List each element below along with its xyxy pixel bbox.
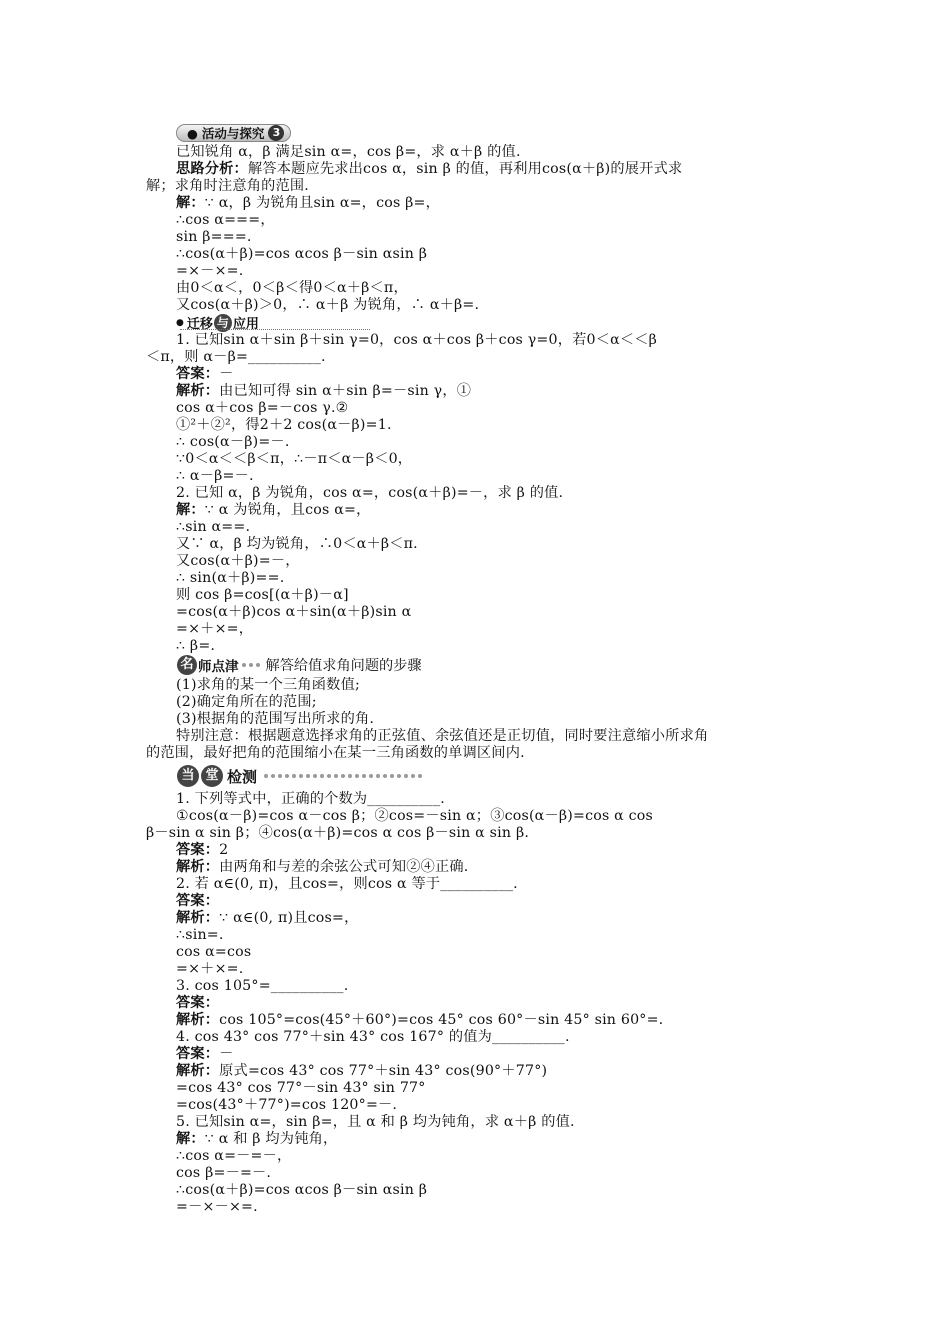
line-text: 又∵ α，β 均为锐角，∴0＜α＋β＜π. bbox=[176, 536, 418, 552]
text-line bbox=[176, 1148, 816, 1165]
section-header-tip bbox=[176, 655, 422, 675]
text-line bbox=[176, 434, 816, 451]
line-text: 由0＜α＜，0＜β＜得0＜α＋β＜π， bbox=[176, 280, 408, 296]
line-text: =×－×=. bbox=[176, 263, 244, 279]
text-line bbox=[176, 366, 816, 383]
text-line bbox=[176, 638, 816, 655]
activity-pill bbox=[176, 124, 291, 142]
text-line bbox=[146, 745, 786, 762]
line-text: sin β===. bbox=[176, 229, 252, 245]
text-line bbox=[176, 1182, 816, 1199]
text-line bbox=[176, 1029, 816, 1046]
line-text: ∴ sin(α＋β)==. bbox=[176, 570, 285, 586]
line-text: ∴cos(α＋β)=cos αcos β－sin αsin β bbox=[176, 246, 428, 262]
line-text: =×＋×=， bbox=[176, 621, 254, 637]
text-line bbox=[176, 1165, 816, 1182]
text-line bbox=[176, 1063, 816, 1080]
text-line bbox=[176, 694, 816, 711]
line-label: 答案： bbox=[176, 1046, 220, 1062]
line-text: 特别注意：根据题意选择求角的正弦值、余弦值还是正切值，同时要注意缩小所求角 bbox=[176, 728, 709, 744]
text-line bbox=[176, 263, 816, 280]
section-header-check bbox=[176, 765, 422, 787]
text-line bbox=[176, 978, 816, 995]
line-text: 2. 已知 α，β 为锐角，cos α=，cos(α＋β)=－，求 β 的值. bbox=[176, 485, 564, 501]
line-text: － bbox=[219, 366, 234, 382]
text-line bbox=[176, 297, 816, 314]
line-text: － bbox=[219, 1046, 234, 1062]
line-text: =×＋×=. bbox=[176, 961, 244, 977]
text-line bbox=[176, 1199, 816, 1216]
text-line bbox=[176, 677, 816, 694]
line-text: =cos(43°＋77°)=cos 120°=－. bbox=[176, 1097, 398, 1113]
divider bbox=[180, 329, 370, 330]
line-text: ∵ α 和 β 均为钝角， bbox=[204, 1131, 338, 1147]
text-line bbox=[176, 995, 816, 1012]
line-label: 解析： bbox=[176, 383, 220, 399]
line-text: 2. 若 α∈(0, π)，且cos=，则cos α 等于__________. bbox=[176, 876, 518, 892]
text-line bbox=[176, 246, 816, 263]
line-text: ∴ cos(α－β)=－. bbox=[176, 434, 290, 450]
line-label: 解析： bbox=[176, 1063, 220, 1079]
line-label: 答案： bbox=[176, 893, 220, 909]
text-line bbox=[176, 519, 816, 536]
line-text: (3)根据角的范围写出所求的角. bbox=[176, 711, 375, 727]
text-line bbox=[146, 349, 786, 366]
text-line bbox=[176, 212, 816, 229]
line-text: ①²＋②²，得2＋2 cos(α－β)=1. bbox=[176, 417, 392, 433]
tip-badge: 名 bbox=[177, 655, 197, 675]
line-text: ∴ α－β=－. bbox=[176, 468, 254, 484]
line-text: =cos 43° cos 77°－sin 43° sin 77° bbox=[176, 1080, 426, 1096]
line-text: ∴sin=. bbox=[176, 927, 224, 943]
line-text: 4. cos 43° cos 77°＋sin 43° cos 167° 的值为__________. bbox=[176, 1029, 570, 1045]
text-line bbox=[176, 859, 816, 876]
line-text: ∵ α∈(0, π)且cos=， bbox=[219, 910, 359, 926]
text-line bbox=[176, 332, 816, 349]
text-line bbox=[176, 927, 816, 944]
line-text: 解答本题应先求出cos α，sin β 的值，再利用cos(α＋β)的展开式求 bbox=[247, 161, 683, 177]
line-text: 的范围，最好把角的范围缩小在某一三角函数的单调区间内. bbox=[146, 745, 525, 761]
line-text: (2)确定角所在的范围; bbox=[176, 694, 317, 710]
transfer-label-mid: 与 bbox=[214, 314, 232, 332]
line-label: 解： bbox=[176, 1131, 205, 1147]
text-line bbox=[176, 144, 816, 161]
tip-title: 解答给值求角问题的步骤 bbox=[265, 658, 422, 674]
line-label: 答案： bbox=[176, 842, 220, 858]
line-text: ①cos(α－β)=cos α－cos β；②cos=－sin α；③cos(α－β)=cos α cos bbox=[176, 808, 654, 824]
section-header-activity bbox=[176, 124, 291, 142]
text-line bbox=[176, 1046, 816, 1063]
activity-number-badge: 3 bbox=[268, 125, 284, 141]
text-line bbox=[176, 502, 816, 519]
activity-label: 活动与探究 bbox=[201, 126, 265, 141]
bullet-icon: ● bbox=[187, 125, 198, 141]
text-line bbox=[176, 944, 816, 961]
line-text: cos β=－=－. bbox=[176, 1165, 272, 1181]
line-text: 3. cos 105°=__________. bbox=[176, 978, 349, 994]
bullet-icon: ● bbox=[176, 317, 184, 328]
text-line bbox=[176, 711, 816, 728]
text-line bbox=[176, 961, 816, 978]
line-text: 又cos(α＋β)＞0，∴ α＋β 为锐角，∴ α＋β=. bbox=[176, 297, 480, 313]
line-text: ∴cos α=－=－， bbox=[176, 1148, 292, 1164]
line-text: 1. 已知sin α＋sin β＋sin γ=0，cos α＋cos β＋cos γ=0，若0＜α＜＜β bbox=[176, 332, 658, 348]
text-line bbox=[176, 587, 816, 604]
line-text: 由已知可得 sin α＋sin β=－sin γ，① bbox=[219, 383, 472, 399]
line-text: cos 105°=cos(45°＋60°)=cos 45° cos 60°－sin 45° sin 60°=. bbox=[219, 1012, 664, 1028]
text-line bbox=[176, 604, 816, 621]
line-text: ∴cos α===， bbox=[176, 212, 275, 228]
line-text: cos α=cos bbox=[176, 944, 252, 960]
line-text: 2 bbox=[219, 842, 229, 858]
transfer-label-b: 应用 bbox=[232, 317, 259, 332]
line-text: β－sin α sin β；④cos(α＋β)=cos α cos β－sin α sin β. bbox=[146, 825, 530, 841]
line-text: ＜π，则 α－β=__________. bbox=[146, 349, 326, 365]
tip-label: 师点津 bbox=[198, 659, 239, 675]
line-text: =－×－×=. bbox=[176, 1199, 258, 1215]
line-text: 解；求角时注意角的范围. bbox=[146, 178, 309, 194]
text-line bbox=[146, 825, 786, 842]
dots-decoration bbox=[239, 663, 260, 667]
line-text: ∴cos(α＋β)=cos αcos β－sin αsin β bbox=[176, 1182, 428, 1198]
text-line bbox=[176, 417, 816, 434]
line-text: ∴ β=. bbox=[176, 638, 216, 654]
dots-decoration bbox=[261, 774, 422, 778]
text-line bbox=[176, 229, 816, 246]
text-line bbox=[146, 178, 786, 195]
text-line bbox=[176, 621, 816, 638]
text-line bbox=[176, 728, 816, 745]
line-label: 解： bbox=[176, 502, 205, 518]
line-label: 答案： bbox=[176, 995, 220, 1011]
line-label: 解析： bbox=[176, 910, 220, 926]
text-line bbox=[176, 400, 816, 417]
line-label: 解析： bbox=[176, 1012, 220, 1028]
text-line bbox=[176, 553, 816, 570]
text-line bbox=[176, 842, 816, 859]
check-badge-a: 当 bbox=[177, 765, 199, 787]
text-line bbox=[176, 161, 816, 178]
text-line bbox=[176, 808, 816, 825]
line-text: ∵0＜α＜＜β＜π，∴－π＜α－β＜0， bbox=[176, 451, 413, 467]
line-text: ∵ α，β 为锐角且sin α=，cos β=， bbox=[204, 195, 441, 211]
line-text: cos α＋cos β=－cos γ.② bbox=[176, 400, 349, 416]
line-text: 已知锐角 α，β 满足sin α=，cos β=，求 α＋β 的值. bbox=[176, 144, 521, 160]
line-label: 解： bbox=[176, 195, 205, 211]
line-text: 5. 已知sin α=，sin β=，且 α 和 β 均为钝角，求 α＋β 的值. bbox=[176, 1114, 575, 1130]
line-text: 由两角和与差的余弦公式可知②④正确. bbox=[219, 859, 469, 875]
text-line bbox=[176, 383, 816, 400]
text-line bbox=[176, 280, 816, 297]
line-text: 又cos(α＋β)=－， bbox=[176, 553, 300, 569]
text-line bbox=[176, 893, 816, 910]
text-line bbox=[176, 570, 816, 587]
check-badge-b: 堂 bbox=[201, 765, 223, 787]
line-text: ∵ α 为锐角，且cos α=， bbox=[204, 502, 371, 518]
line-label: 解析： bbox=[176, 859, 220, 875]
text-line bbox=[176, 485, 816, 502]
line-text: (1)求角的某一个三角函数值; bbox=[176, 677, 360, 693]
line-text: =cos(α＋β)cos α＋sin(α＋β)sin α bbox=[176, 604, 412, 620]
line-label: 答案： bbox=[176, 366, 220, 382]
text-line bbox=[176, 791, 816, 808]
text-line bbox=[176, 1131, 816, 1148]
transfer-label-a: 迁移 bbox=[186, 317, 213, 332]
check-label: 检测 bbox=[227, 767, 258, 786]
line-text: 原式=cos 43° cos 77°＋sin 43° cos(90°＋77°) bbox=[219, 1063, 548, 1079]
text-line bbox=[176, 536, 816, 553]
text-line bbox=[176, 1097, 816, 1114]
text-line bbox=[176, 1114, 816, 1131]
line-label: 思路分析： bbox=[176, 161, 248, 177]
text-line bbox=[176, 876, 816, 893]
text-line bbox=[176, 451, 816, 468]
text-line bbox=[176, 910, 816, 927]
text-line bbox=[176, 195, 816, 212]
text-line bbox=[176, 1012, 816, 1029]
line-text: 则 cos β=cos[(α＋β)－α] bbox=[176, 587, 349, 603]
text-line bbox=[176, 1080, 816, 1097]
line-text: ∴sin α==. bbox=[176, 519, 251, 535]
text-line bbox=[176, 468, 816, 485]
line-text: 1. 下列等式中，正确的个数为__________. bbox=[176, 791, 445, 807]
